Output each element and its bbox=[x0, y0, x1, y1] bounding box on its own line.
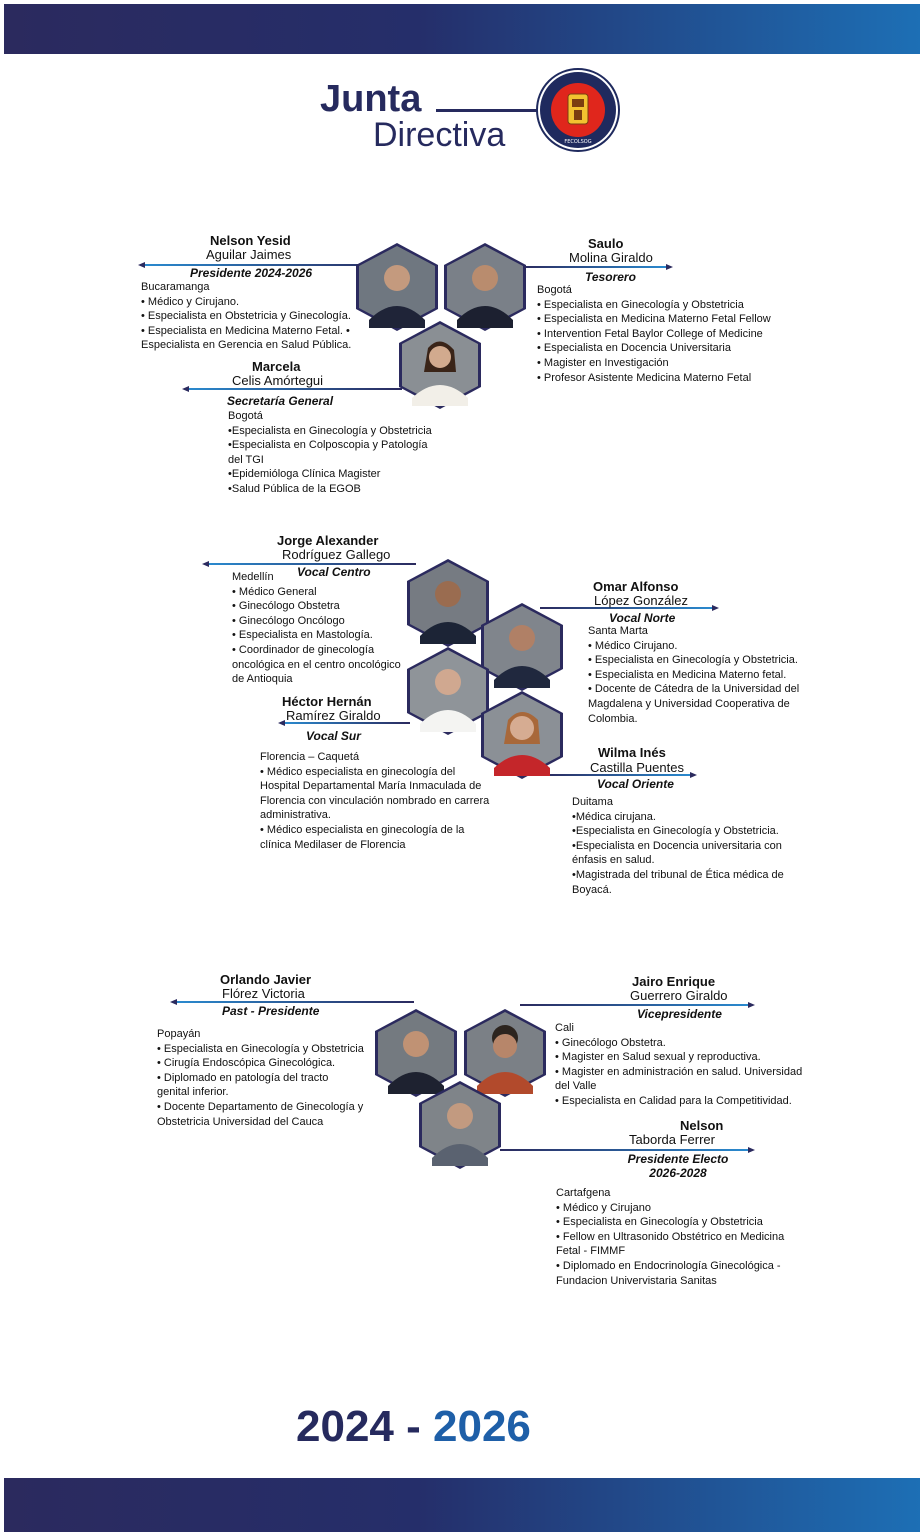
member-description: Duitama •Médica cirujana. •Especialista en Ginecología y Obstetricia. •Especialista en Docencia universitaria con énfasis en salud. •Magistrada del tribunal de Ética médica de Boyacá. bbox=[572, 796, 784, 896]
member-surname: Guerrero Giraldo bbox=[630, 988, 728, 1003]
arrow-icon bbox=[182, 386, 189, 392]
connector-line bbox=[522, 266, 668, 268]
arrow-icon bbox=[202, 561, 209, 567]
member-description: Bogotá • Especialista en Ginecología y Obstetricia • Especialista en Medicina Materno Fetal Fellow • Intervention Fetal Baylor College of Medicine • Especialista en Docencia Universitaria • Magister en Investigación • Profesor Asistente Medicina Materno Fetal bbox=[537, 284, 771, 384]
member-name: Jorge Alexander bbox=[277, 533, 379, 548]
title-directiva: Directiva bbox=[373, 116, 506, 154]
member-name: Nelson bbox=[680, 1118, 724, 1133]
arrow-icon bbox=[748, 1147, 755, 1153]
portrait-photo bbox=[406, 558, 490, 648]
member-role: Secretaría General bbox=[227, 394, 334, 408]
arrow-icon bbox=[712, 605, 719, 611]
member-description: Cali • Ginecólogo Obstetra. • Magister en Salud sexual y reproductiva. • Magister en administración en salud. Universidad del Valle • Especialista en Calidad para la Competitividad. bbox=[555, 1022, 803, 1107]
member-name: Jairo Enrique bbox=[632, 974, 716, 989]
member-role: Presidente Electo 2026-2028 bbox=[627, 1152, 729, 1180]
portrait-photo bbox=[480, 602, 564, 692]
arrow-icon bbox=[278, 720, 285, 726]
member-description: Santa Marta • Médico Cirujano. • Especialista en Ginecología y Obstetricia. • Especialista en Medicina Materno fetal. • Docente de Cátedra de la Universidad del Magdalena y Universidad Cooperativa de Colombia. bbox=[588, 625, 800, 725]
member-name: Omar Alfonso bbox=[593, 579, 679, 594]
arrow-icon bbox=[690, 772, 697, 778]
member-role: Vicepresidente bbox=[637, 1007, 722, 1021]
member-surname: Molina Giraldo bbox=[569, 250, 653, 265]
portrait-photo bbox=[480, 690, 564, 780]
member-role: Tesorero bbox=[585, 270, 636, 284]
member-surname: López González bbox=[594, 593, 688, 608]
portrait-photo bbox=[398, 320, 482, 410]
member-surname: Taborda Ferrer bbox=[629, 1132, 715, 1147]
member-role: Vocal Norte bbox=[609, 611, 676, 625]
member-name: Wilma Inés bbox=[598, 745, 666, 760]
member-description: Bucaramanga • Médico y Cirujano. • Especialista en Obstetricia y Ginecología. • Especialista en Medicina Materno Fetal. • Especialista en Gerencia en Salud Pública. bbox=[141, 281, 352, 352]
member-name: Héctor Hernán bbox=[282, 694, 372, 709]
member-surname: Celis Amórtegui bbox=[232, 373, 324, 388]
member-role: Presidente 2024-2026 bbox=[190, 266, 313, 280]
member-surname: Castilla Puentes bbox=[590, 760, 684, 775]
member-surname: Aguilar Jaimes bbox=[206, 247, 292, 262]
connector-line bbox=[500, 1149, 750, 1151]
year-start: 2024 - bbox=[296, 1402, 421, 1451]
connector-line bbox=[186, 388, 402, 390]
member-name: Saulo bbox=[588, 236, 624, 251]
member-name: Marcela bbox=[252, 359, 301, 374]
term-years bbox=[296, 1402, 531, 1452]
member-role: Vocal Centro bbox=[297, 565, 371, 579]
fecolsog-seal-logo bbox=[536, 68, 620, 152]
arrow-icon bbox=[748, 1002, 755, 1008]
portrait-photo bbox=[418, 1080, 502, 1170]
member-surname: Rodríguez Gallego bbox=[282, 547, 391, 562]
member-name: Orlando Javier bbox=[220, 972, 312, 987]
portrait-photo bbox=[355, 242, 439, 332]
portrait-photo bbox=[406, 646, 490, 736]
member-description: Florencia – Caquetá • Médico especialista en ginecología del Hospital Departamental María Inmaculada de Florencia con vinculación nombrado en carrera administrativa. • Médico especialista en ginecología de la clínica Medilaser de Florencia bbox=[260, 751, 490, 851]
member-surname: Ramírez Giraldo bbox=[286, 708, 381, 723]
member-description: Cartafgena • Médico y Cirujano • Especialista en Ginecología y Obstetricia • Fellow en Ultrasonido Obstétrico en Medicina Fetal - FIMMF • Diplomado en Endocrinología Ginecológica - Fundacion Univervistaria Sanitas bbox=[556, 1187, 785, 1287]
arrow-icon bbox=[170, 999, 177, 1005]
member-description: Medellín • Médico General • Ginecólogo Obstetra • Ginecólogo Oncólogo • Especialista en Mastología. • Coordinador de ginecología oncológica en el centro oncológico de Antioquia bbox=[232, 571, 401, 686]
year-end: 2026 bbox=[433, 1402, 531, 1451]
title-underline bbox=[436, 109, 540, 112]
member-description: Bogotá •Especialista en Ginecología y Obstetricia •Especialista en Colposcopia y Patología del TGI •Epidemióloga Clínica Magister •Salud Pública de la EGOB bbox=[228, 410, 432, 495]
arrow-icon bbox=[666, 264, 673, 270]
member-name: Nelson Yesid bbox=[210, 233, 291, 248]
top-banner bbox=[4, 4, 920, 54]
member-role: Vocal Oriente bbox=[597, 777, 674, 791]
seal-abbrev-text: FECOLSOG bbox=[564, 139, 592, 145]
member-role: Vocal Sur bbox=[306, 729, 361, 743]
title-junta: Junta bbox=[320, 78, 422, 120]
bottom-banner bbox=[4, 1478, 920, 1532]
connector-line bbox=[174, 1001, 414, 1003]
connector-line bbox=[520, 1004, 750, 1006]
member-role: Past - Presidente bbox=[222, 1004, 320, 1018]
member-description: Popayán • Especialista en Ginecología y Obstetricia • Cirugía Endoscópica Ginecológica. • Diplomado en patología del tracto genital inferior. • Docente Departamento de Ginecología y Obstetricia Universidad del Cauca bbox=[157, 1028, 364, 1128]
member-surname: Flórez Victoria bbox=[222, 986, 305, 1001]
arrow-icon bbox=[138, 262, 145, 268]
portrait-photo bbox=[443, 242, 527, 332]
